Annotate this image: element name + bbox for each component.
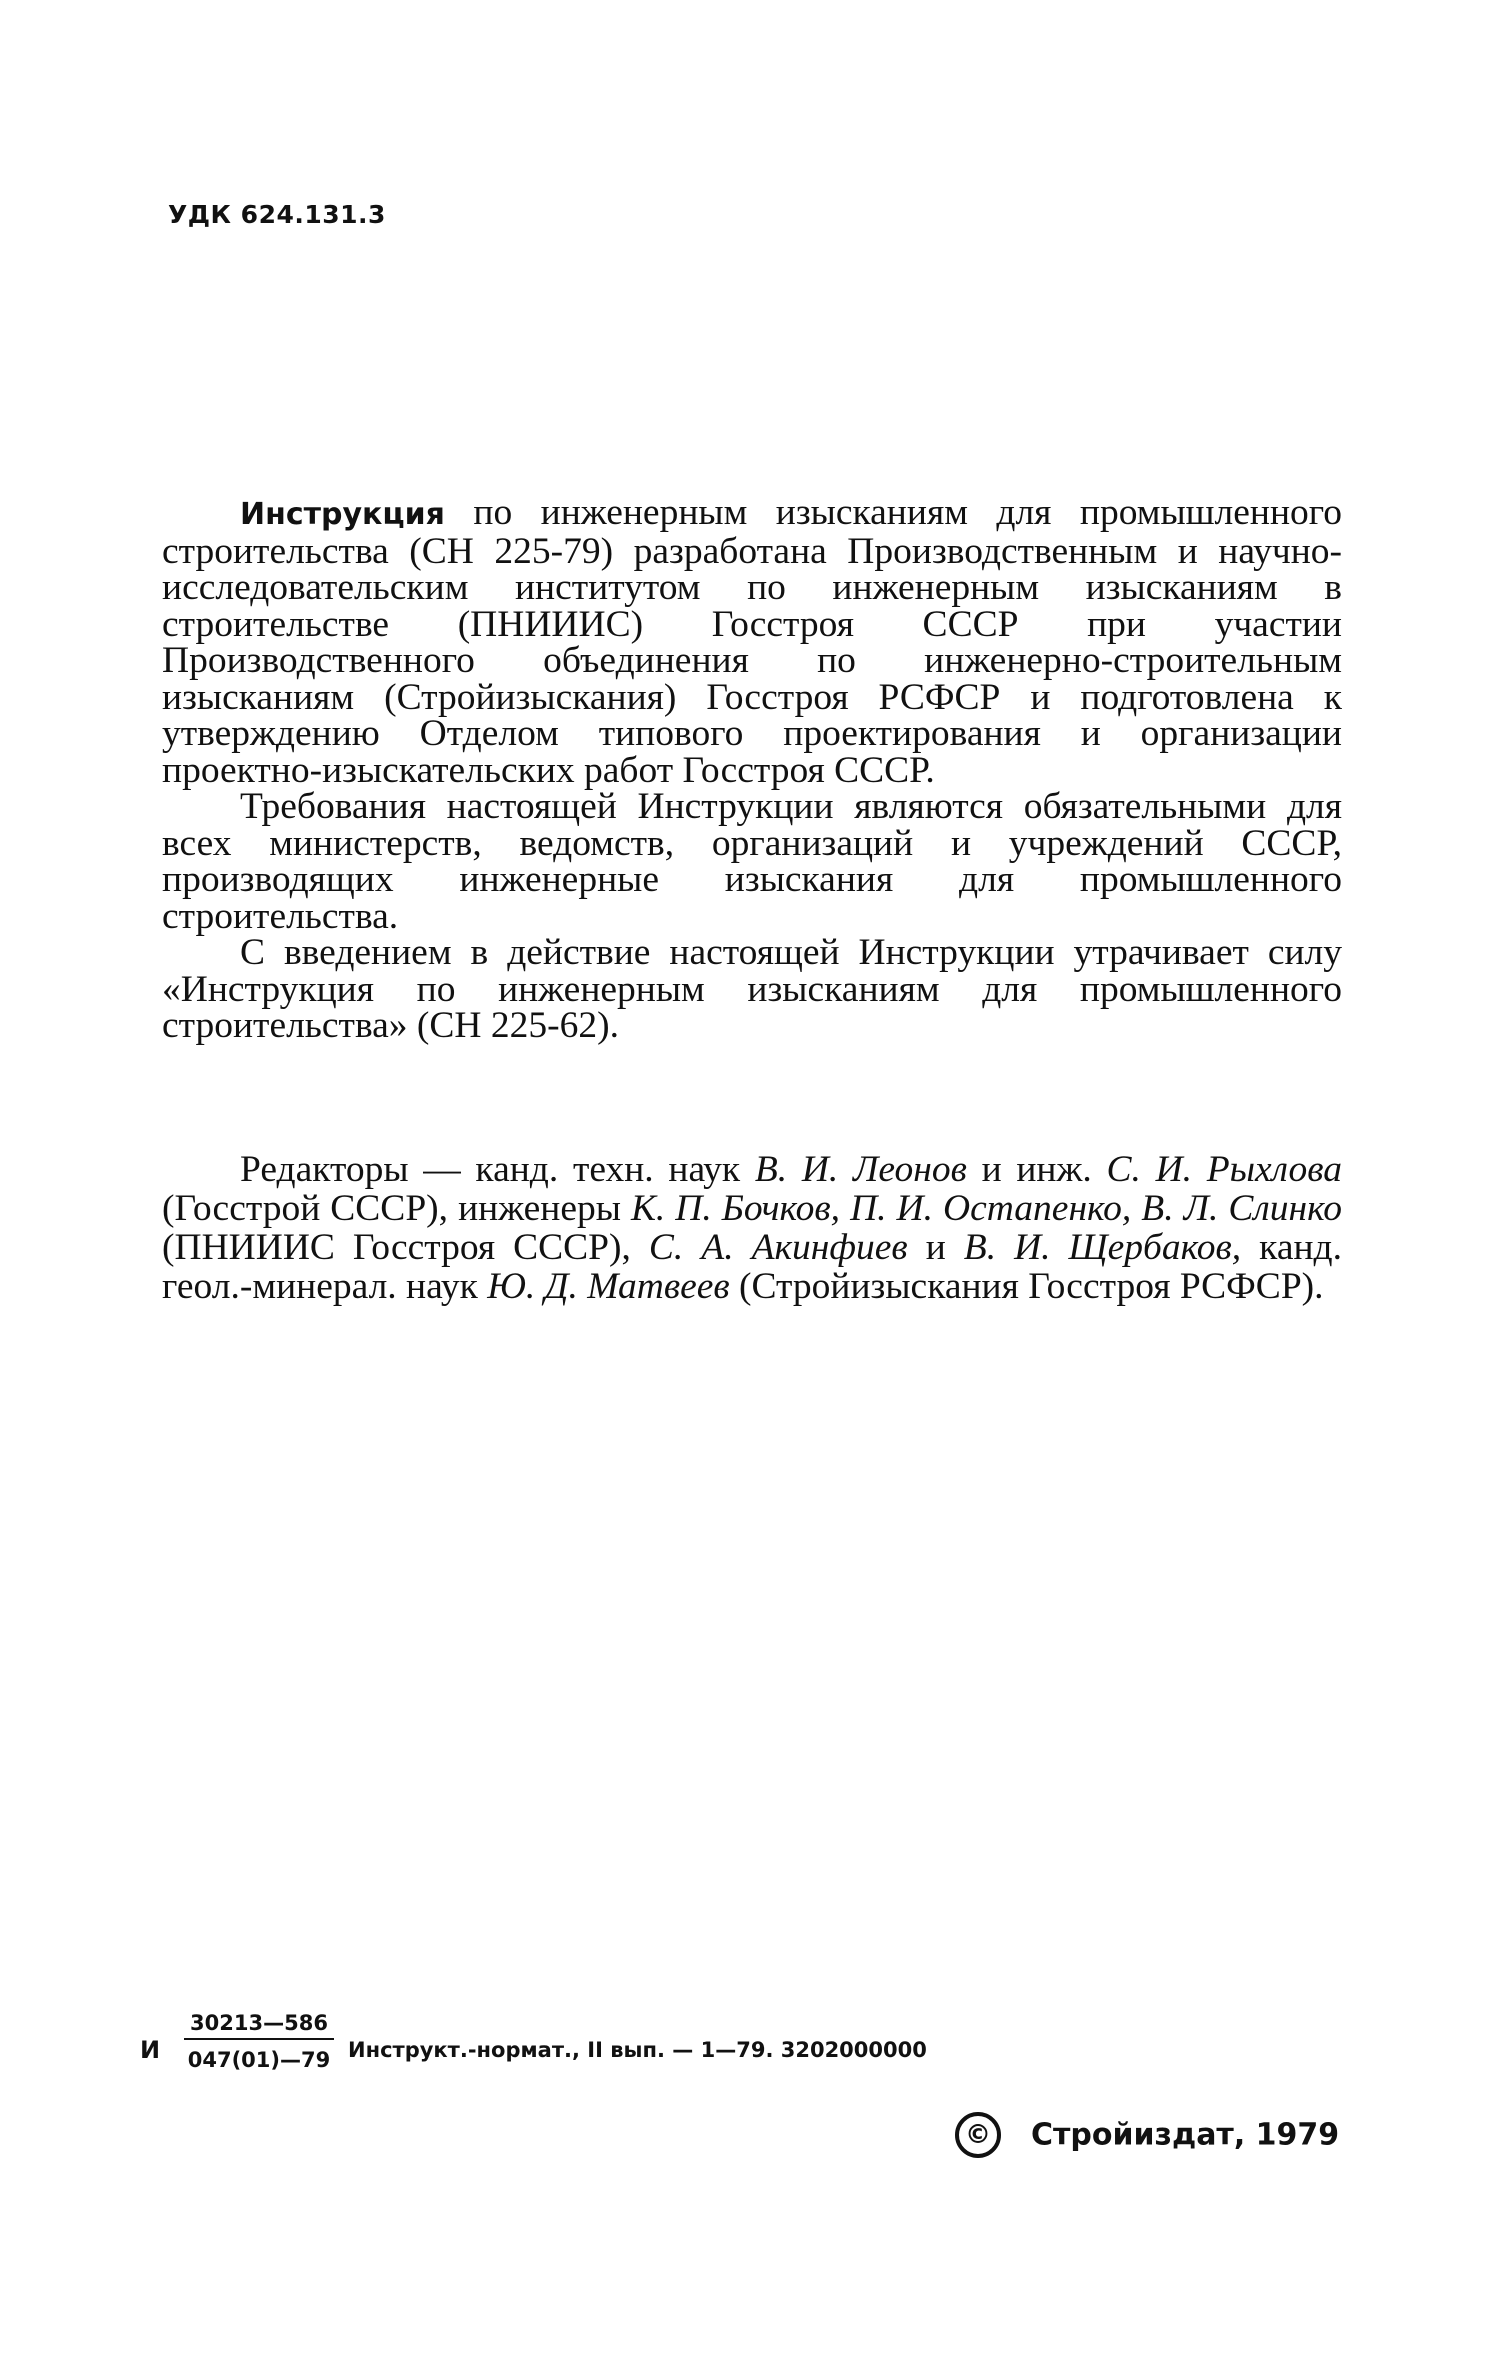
imprint-denominator: 047(01)—79 xyxy=(187,2048,331,2072)
editors-text: канд. геол.-минерал. наук xyxy=(162,1227,1342,1307)
editor-name: В. И. Щербаков, xyxy=(963,1227,1242,1268)
editor-name: К. П. Бочков, П. И. Остапенко, В. Л. Слинко xyxy=(630,1188,1342,1229)
editors-text: Редакторы — канд. техн. наук xyxy=(240,1149,755,1190)
publisher-name: Стройиздат, 1979 xyxy=(1031,2117,1340,2153)
lead-word: Инструкция xyxy=(240,497,445,532)
editors-text: (Стройизыскания Госстроя РСФСР). xyxy=(729,1266,1324,1307)
imprint-numerator: 30213—586 xyxy=(184,2011,334,2040)
editor-name: С. И. Рыхлова xyxy=(1106,1149,1342,1190)
imprint-details: Инструкт.-нормат., II вып. — 1—79. 3202000000 xyxy=(348,2038,927,2062)
editors-paragraph xyxy=(162,1150,1342,1306)
imprint-fraction xyxy=(184,2011,334,2072)
editor-name: Ю. Д. Матвеев xyxy=(487,1266,730,1307)
editor-name: С. А. Акинфиев xyxy=(648,1227,908,1268)
publisher-line xyxy=(955,2112,1339,2158)
intro-paragraph-1-text: по инженерным изысканиям для промышленного строительства (СН 225-79) разработана Производственным и научно-исследовательским институтом по инженерным изысканиям в строительстве (ПНИИИС) Госстроя СССР при участии Производственного объединения по инженерно-строительным изысканиям (Стройизыскания) Госстроя РСФСР и подготовлена к утверждению Отделом типового проектирования и организации проектно-изыскательских работ Госстроя СССР. xyxy=(162,492,1342,791)
intro-paragraph-2: Требования настоящей Инструкции являются обязательными для всех министерств, ведомств, организаций и учреждений СССР, производящих инженерные изыскания для промышленного строительства. xyxy=(162,786,1342,937)
copyright-icon: © xyxy=(955,2112,1001,2158)
editors-text: и инж. xyxy=(966,1149,1107,1190)
instruction-text xyxy=(162,492,1342,1046)
editors-block xyxy=(162,1150,1342,1306)
imprint-index-letter: И xyxy=(140,2036,161,2064)
intro-paragraph-3: С введением в действие настоящей Инструкции утрачивает силу «Инструкция по инженерным изысканиям для промышленного строительства» (СН 225-62). xyxy=(162,932,1342,1046)
intro-paragraph-1 xyxy=(162,492,1342,791)
editors-text: (ПНИИИС Госстроя СССР), xyxy=(162,1227,649,1268)
editors-text: и xyxy=(907,1227,964,1268)
editors-text: (Госстрой СССР), инженеры xyxy=(162,1188,631,1229)
udk-code: УДК 624.131.3 xyxy=(168,200,386,229)
imprint-line xyxy=(140,1993,1080,2093)
editor-name: В. И. Леонов xyxy=(754,1149,967,1190)
